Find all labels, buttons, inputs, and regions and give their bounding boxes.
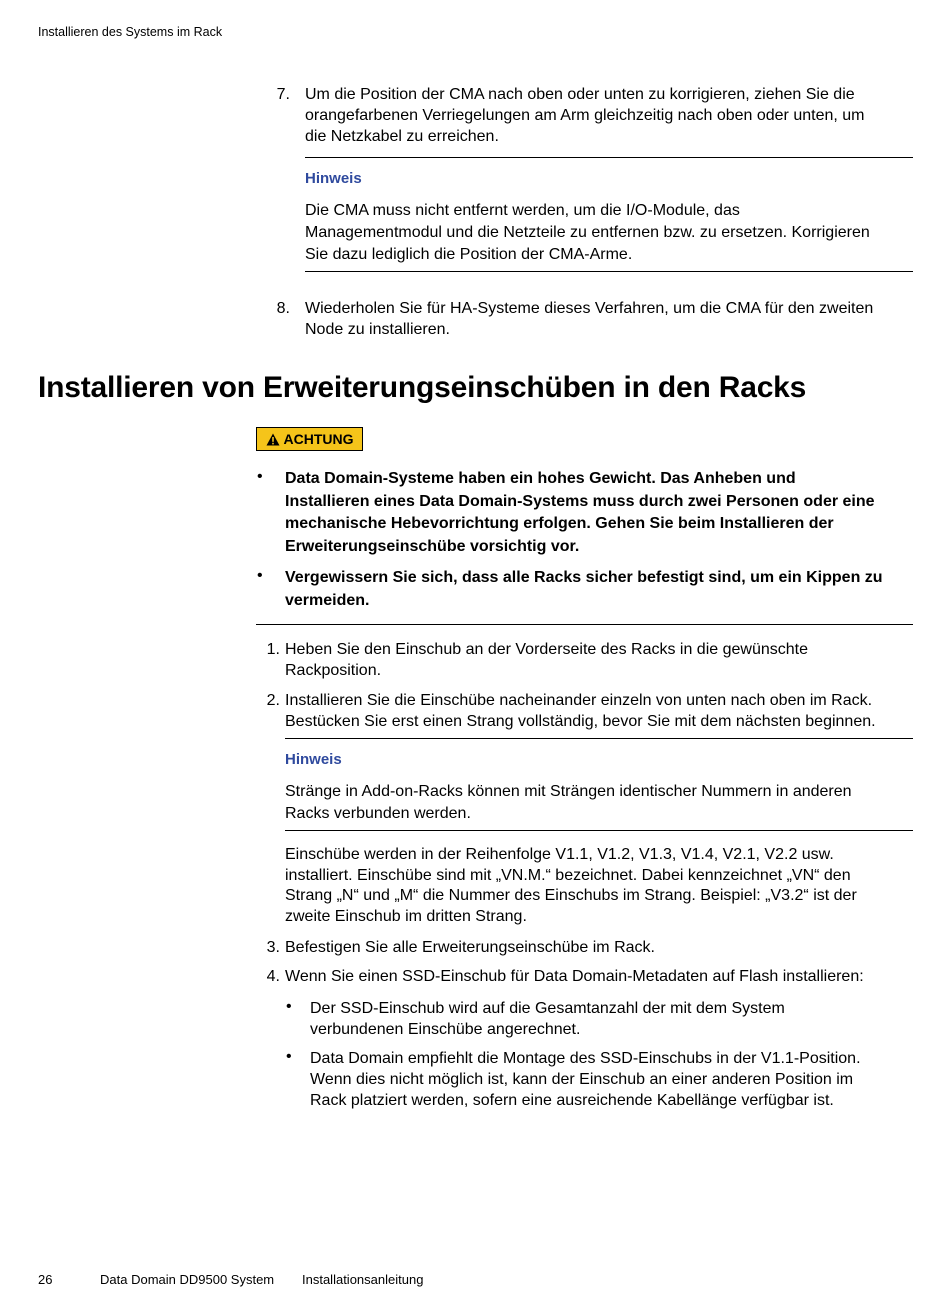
bullet-icon: • [286,998,292,1015]
caution-text-line: Erweiterungseinschübe vorsichtig vor. [285,537,580,555]
step-number: 8. [276,300,290,317]
note-title: Hinweis [285,751,342,768]
note-body [305,200,920,266]
caution-divider [256,624,913,625]
step-text-line: Befestigen Sie alle Erweiterungseinschübe im Rack. [285,939,655,956]
detail-text-line: zweite Einschub im dritten Strang. [285,907,527,925]
step-text-line: orangefarbenen Verriegelungen am Arm gleichzeitig nach oben oder unten, um [305,107,865,124]
bullet-icon: • [257,567,263,584]
step-text-line: die Netzkabel zu erreichen. [305,128,499,145]
note-text-line: Die CMA muss nicht entfernt werden, um die I/O-Module, das [305,202,740,219]
note-text-line: Sie dazu lediglich die Position der CMA-Arme. [305,246,633,263]
note-text-line: Managementmodul und die Netzteile zu entfernen bzw. zu ersetzen. Korrigieren [305,224,870,241]
note-text-line: Stränge in Add-on-Racks können mit Strängen identischer Nummern in anderen [285,783,852,800]
caution-text-line: vermeiden. [285,591,370,609]
step-number: 2. [266,692,280,709]
step-text-line: Wenn Sie einen SSD-Einschub für Data Domain-Metadaten auf Flash installieren: [285,968,864,985]
step-number: 4. [266,968,280,985]
step-4-bullet [310,998,920,1040]
bullet-text-line: Der SSD-Einschub wird auf die Gesamtanzahl der mit dem System [310,1000,785,1017]
bullet-text-line: Data Domain empfiehlt die Montage des SSD-Einschubs in der V1.1-Position. [310,1050,861,1067]
step-1 [260,639,920,681]
bullet-icon: • [257,468,263,485]
step-number: 3. [266,939,280,956]
caution-bullet [285,567,920,612]
step-text-line: Wiederholen Sie für HA-Systeme dieses Verfahren, um die CMA für den zweiten [305,300,874,317]
note-divider-top [285,738,913,739]
bullet-icon: • [286,1048,292,1065]
note-divider-top [305,157,913,158]
caution-text-line: Vergewissern Sie sich, dass alle Racks sicher befestigt sind, um ein Kippen zu [285,569,883,586]
caution-text-line: mechanische Hebevorrichtung erfolgen. Gehen Sie beim Installieren der [285,515,834,532]
step-4 [260,966,920,987]
step-text-line: Rackposition. [285,662,382,679]
step-text-line: Um die Position der CMA nach oben oder unten zu korrigieren, ziehen Sie die [305,86,855,103]
step-2 [260,690,920,732]
caution-text-line: Data Domain-Systeme haben ein hohes Gewicht. Das Anheben und [285,470,796,487]
section-heading: Installieren von Erweiterungseinschüben in den Racks [38,371,807,404]
caution-label: ACHTUNG [283,431,354,447]
page-number: 26 [38,1272,53,1287]
step-8 [270,298,920,340]
note-title: Hinweis [305,170,362,187]
step-number: 7. [276,86,290,103]
step-number: 1. [266,641,280,658]
detail-text-line: Strang „N“ und „M“ die Nummer des Einschubs im Strang. Beispiel: „V3.2“ ist der [285,887,857,904]
step-3 [260,937,920,958]
bullet-text-line: Rack platziert werden, sofern eine ausreichende Kabellänge verfügbar ist. [310,1092,834,1109]
detail-text-line: installiert. Einschübe sind mit „VN.M.“ bezeichnet. Dabei kennzeichnet „VN“ den [285,866,851,884]
footer-doc-type: Installationsanleitung [302,1272,424,1287]
note-divider-bottom [285,830,913,831]
bullet-text-line: verbundenen Einschübe angerechnet. [310,1021,581,1038]
detail-text-line: Einschübe werden in der Reihenfolge V1.1, V1.2, V1.3, V1.4, V2.1, V2.2 usw. [285,846,834,863]
step-7 [270,84,920,147]
caution-text-line: Installieren eines Data Domain-Systems muss durch zwei Personen oder eine [285,492,875,510]
step-text-line: Bestücken Sie erst einen Strang vollständig, bevor Sie mit dem nächsten beginnen. [285,713,876,730]
caution-badge [256,427,363,451]
caution-bullet [285,468,920,558]
note-text-line: Racks verbunden werden. [285,805,471,822]
step-text-line: Node zu installieren. [305,321,450,338]
note-body [285,781,920,825]
step-2-detail [285,845,920,927]
bullet-text-line: Wenn dies nicht möglich ist, kann der Einschub an einer anderen Position im [310,1071,854,1088]
step-text-line: Heben Sie den Einschub an der Vorderseite des Racks in die gewünschte [285,641,808,658]
note-divider-bottom [305,271,913,272]
warning-icon [266,433,280,446]
running-header: Installieren des Systems im Rack [38,25,223,39]
step-4-bullet [310,1048,920,1111]
step-text-line: Installieren Sie die Einschübe nacheinander einzeln von unten nach oben im Rack. [285,692,873,709]
footer-product: Data Domain DD9500 System [100,1272,275,1287]
